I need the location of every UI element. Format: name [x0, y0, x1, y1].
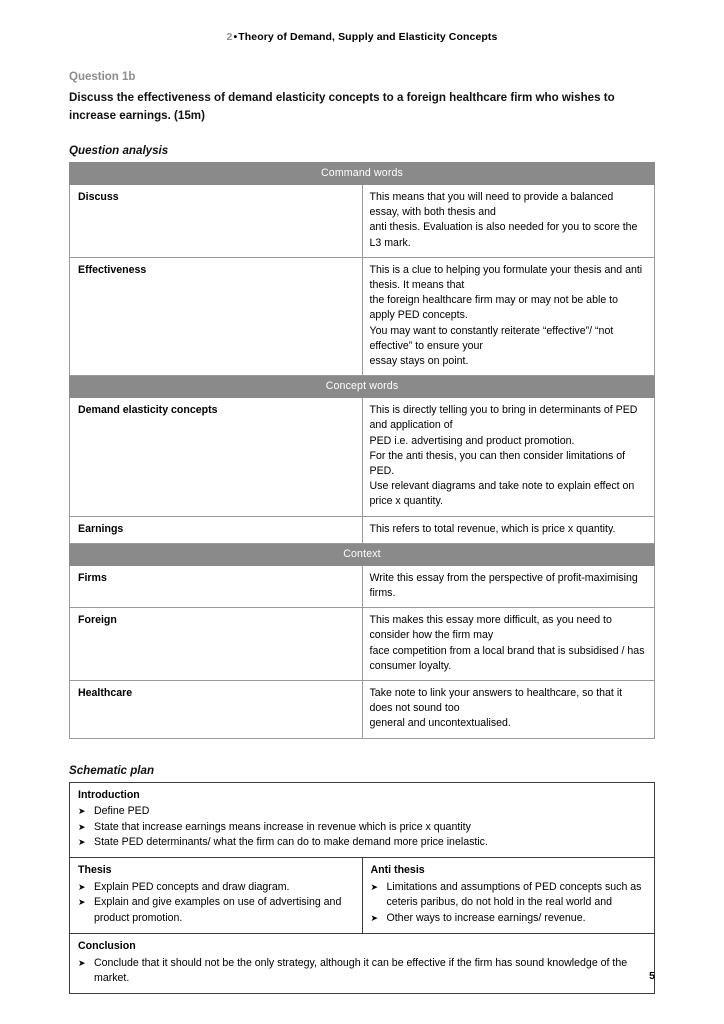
band-command-words: Command words	[70, 163, 655, 185]
term-earnings: Earnings	[70, 516, 363, 543]
conclusion-bullets	[78, 956, 646, 987]
desc-foreign	[362, 608, 655, 681]
term-foreign: Foreign	[70, 608, 363, 681]
table-row	[70, 516, 655, 543]
desc-line: You may want to constantly reiterate “effective”/ “not effective” to ensure your	[369, 324, 614, 352]
desc-healthcare	[362, 681, 655, 739]
introduction-bullets	[78, 804, 646, 850]
plan-cell-anti-thesis	[362, 858, 655, 934]
question-analysis-label: Question analysis	[69, 144, 169, 157]
list-item: ➤ State that increase earnings means increase in revenue which is price x quantity	[78, 820, 646, 835]
chapter-number: 2	[226, 31, 233, 43]
desc-line: anti thesis. Evaluation is also needed for you to score the L3 mark.	[369, 221, 638, 249]
desc-earnings	[362, 516, 655, 543]
desc-line: This means that you will need to provide a balanced essay, with both thesis and	[369, 191, 614, 219]
question-analysis-table	[69, 162, 655, 739]
anti-thesis-heading: Anti thesis	[370, 864, 425, 877]
band-concept-words: Concept words	[70, 376, 655, 398]
table-row	[70, 398, 655, 516]
desc-line: the foreign healthcare firm may or may not be able to apply PED concepts.	[369, 294, 618, 322]
table-row	[70, 185, 655, 258]
list-item: ➤ Limitations and assumptions of PED concepts such as ceteris paribus, do not hold in the real world and	[371, 880, 647, 911]
running-head-title: Theory of Demand, Supply and Elasticity Concepts	[238, 31, 498, 43]
table-row	[70, 608, 655, 681]
running-head-separator: •	[233, 31, 238, 43]
plan-row-conclusion	[70, 934, 655, 994]
desc-line: Use relevant diagrams and take note to explain effect on price x quantity.	[369, 480, 635, 508]
desc-demand-elasticity-concepts	[362, 398, 655, 516]
term-effectiveness: Effectiveness	[70, 257, 363, 375]
band-row	[70, 543, 655, 565]
term-firms: Firms	[70, 565, 363, 607]
list-item: ➤ Conclude that it should not be the only strategy, although it can be effective if the firm has sound knowledge of the market.	[78, 956, 646, 987]
band-context: Context	[70, 543, 655, 565]
plan-row-introduction	[70, 782, 655, 858]
conclusion-heading: Conclusion	[78, 940, 136, 953]
plan-cell-introduction	[70, 782, 655, 858]
band-row	[70, 163, 655, 185]
plan-body	[70, 782, 655, 994]
anti-thesis-bullets	[371, 880, 647, 926]
table-row	[70, 681, 655, 739]
desc-effectiveness	[362, 257, 655, 375]
plan-row-thesis-antithesis	[70, 858, 655, 934]
desc-firms	[362, 565, 655, 607]
thesis-bullets	[78, 880, 354, 926]
desc-line: essay stays on point.	[369, 355, 469, 368]
plan-cell-thesis	[70, 858, 363, 934]
question-text: Discuss the effectiveness of demand elasticity concepts to a foreign healthcare firm who wishes to increase earnings. (15m)	[69, 91, 615, 122]
plan-cell-conclusion	[70, 934, 655, 994]
list-item: ➤ Other ways to increase earnings/ revenue.	[371, 911, 647, 926]
band-row	[70, 376, 655, 398]
analysis-body	[70, 163, 655, 739]
schematic-plan-table	[69, 782, 655, 995]
schematic-plan-label: Schematic plan	[69, 763, 155, 777]
desc-line: Take note to link your answers to healthcare, so that it does not sound too	[369, 687, 623, 715]
desc-line: This refers to total revenue, which is price x quantity.	[369, 522, 616, 535]
list-item: ➤ Explain PED concepts and draw diagram.	[78, 880, 354, 895]
introduction-heading: Introduction	[78, 788, 140, 801]
desc-line: face competition from a local brand that is subsidised / has consumer loyalty.	[369, 644, 645, 672]
content-column	[69, 70, 655, 994]
desc-discuss	[362, 185, 655, 258]
desc-line: For the anti thesis, you can then consider limitations of PED.	[369, 449, 626, 478]
page-number: 5	[649, 970, 655, 982]
thesis-heading: Thesis	[78, 864, 112, 877]
list-item: ➤ Explain and give examples on use of advertising and product promotion.	[78, 895, 354, 926]
table-row	[70, 565, 655, 607]
desc-line: general and uncontextualised.	[369, 717, 511, 730]
desc-line: PED i.e. advertising and product promotion.	[369, 434, 575, 447]
list-item: ➤ State PED determinants/ what the firm can do to make demand more price inelastic.	[78, 835, 646, 850]
table-row	[70, 257, 655, 375]
desc-line: This makes this essay more difficult, as you need to consider how the firm may	[369, 614, 612, 642]
term-healthcare: Healthcare	[70, 681, 363, 739]
question-label: Question 1b	[69, 71, 136, 83]
term-demand-elasticity-concepts: Demand elasticity concepts	[70, 398, 363, 516]
running-head	[0, 0, 724, 43]
desc-line: Write this essay from the perspective of profit-maximising firms.	[369, 571, 638, 600]
desc-line: This is directly telling you to bring in determinants of PED and application of	[369, 404, 638, 432]
list-item: ➤ Define PED	[78, 804, 646, 819]
term-discuss: Discuss	[70, 185, 363, 258]
desc-line: This is a clue to helping you formulate your thesis and anti thesis. It means that	[369, 263, 643, 292]
